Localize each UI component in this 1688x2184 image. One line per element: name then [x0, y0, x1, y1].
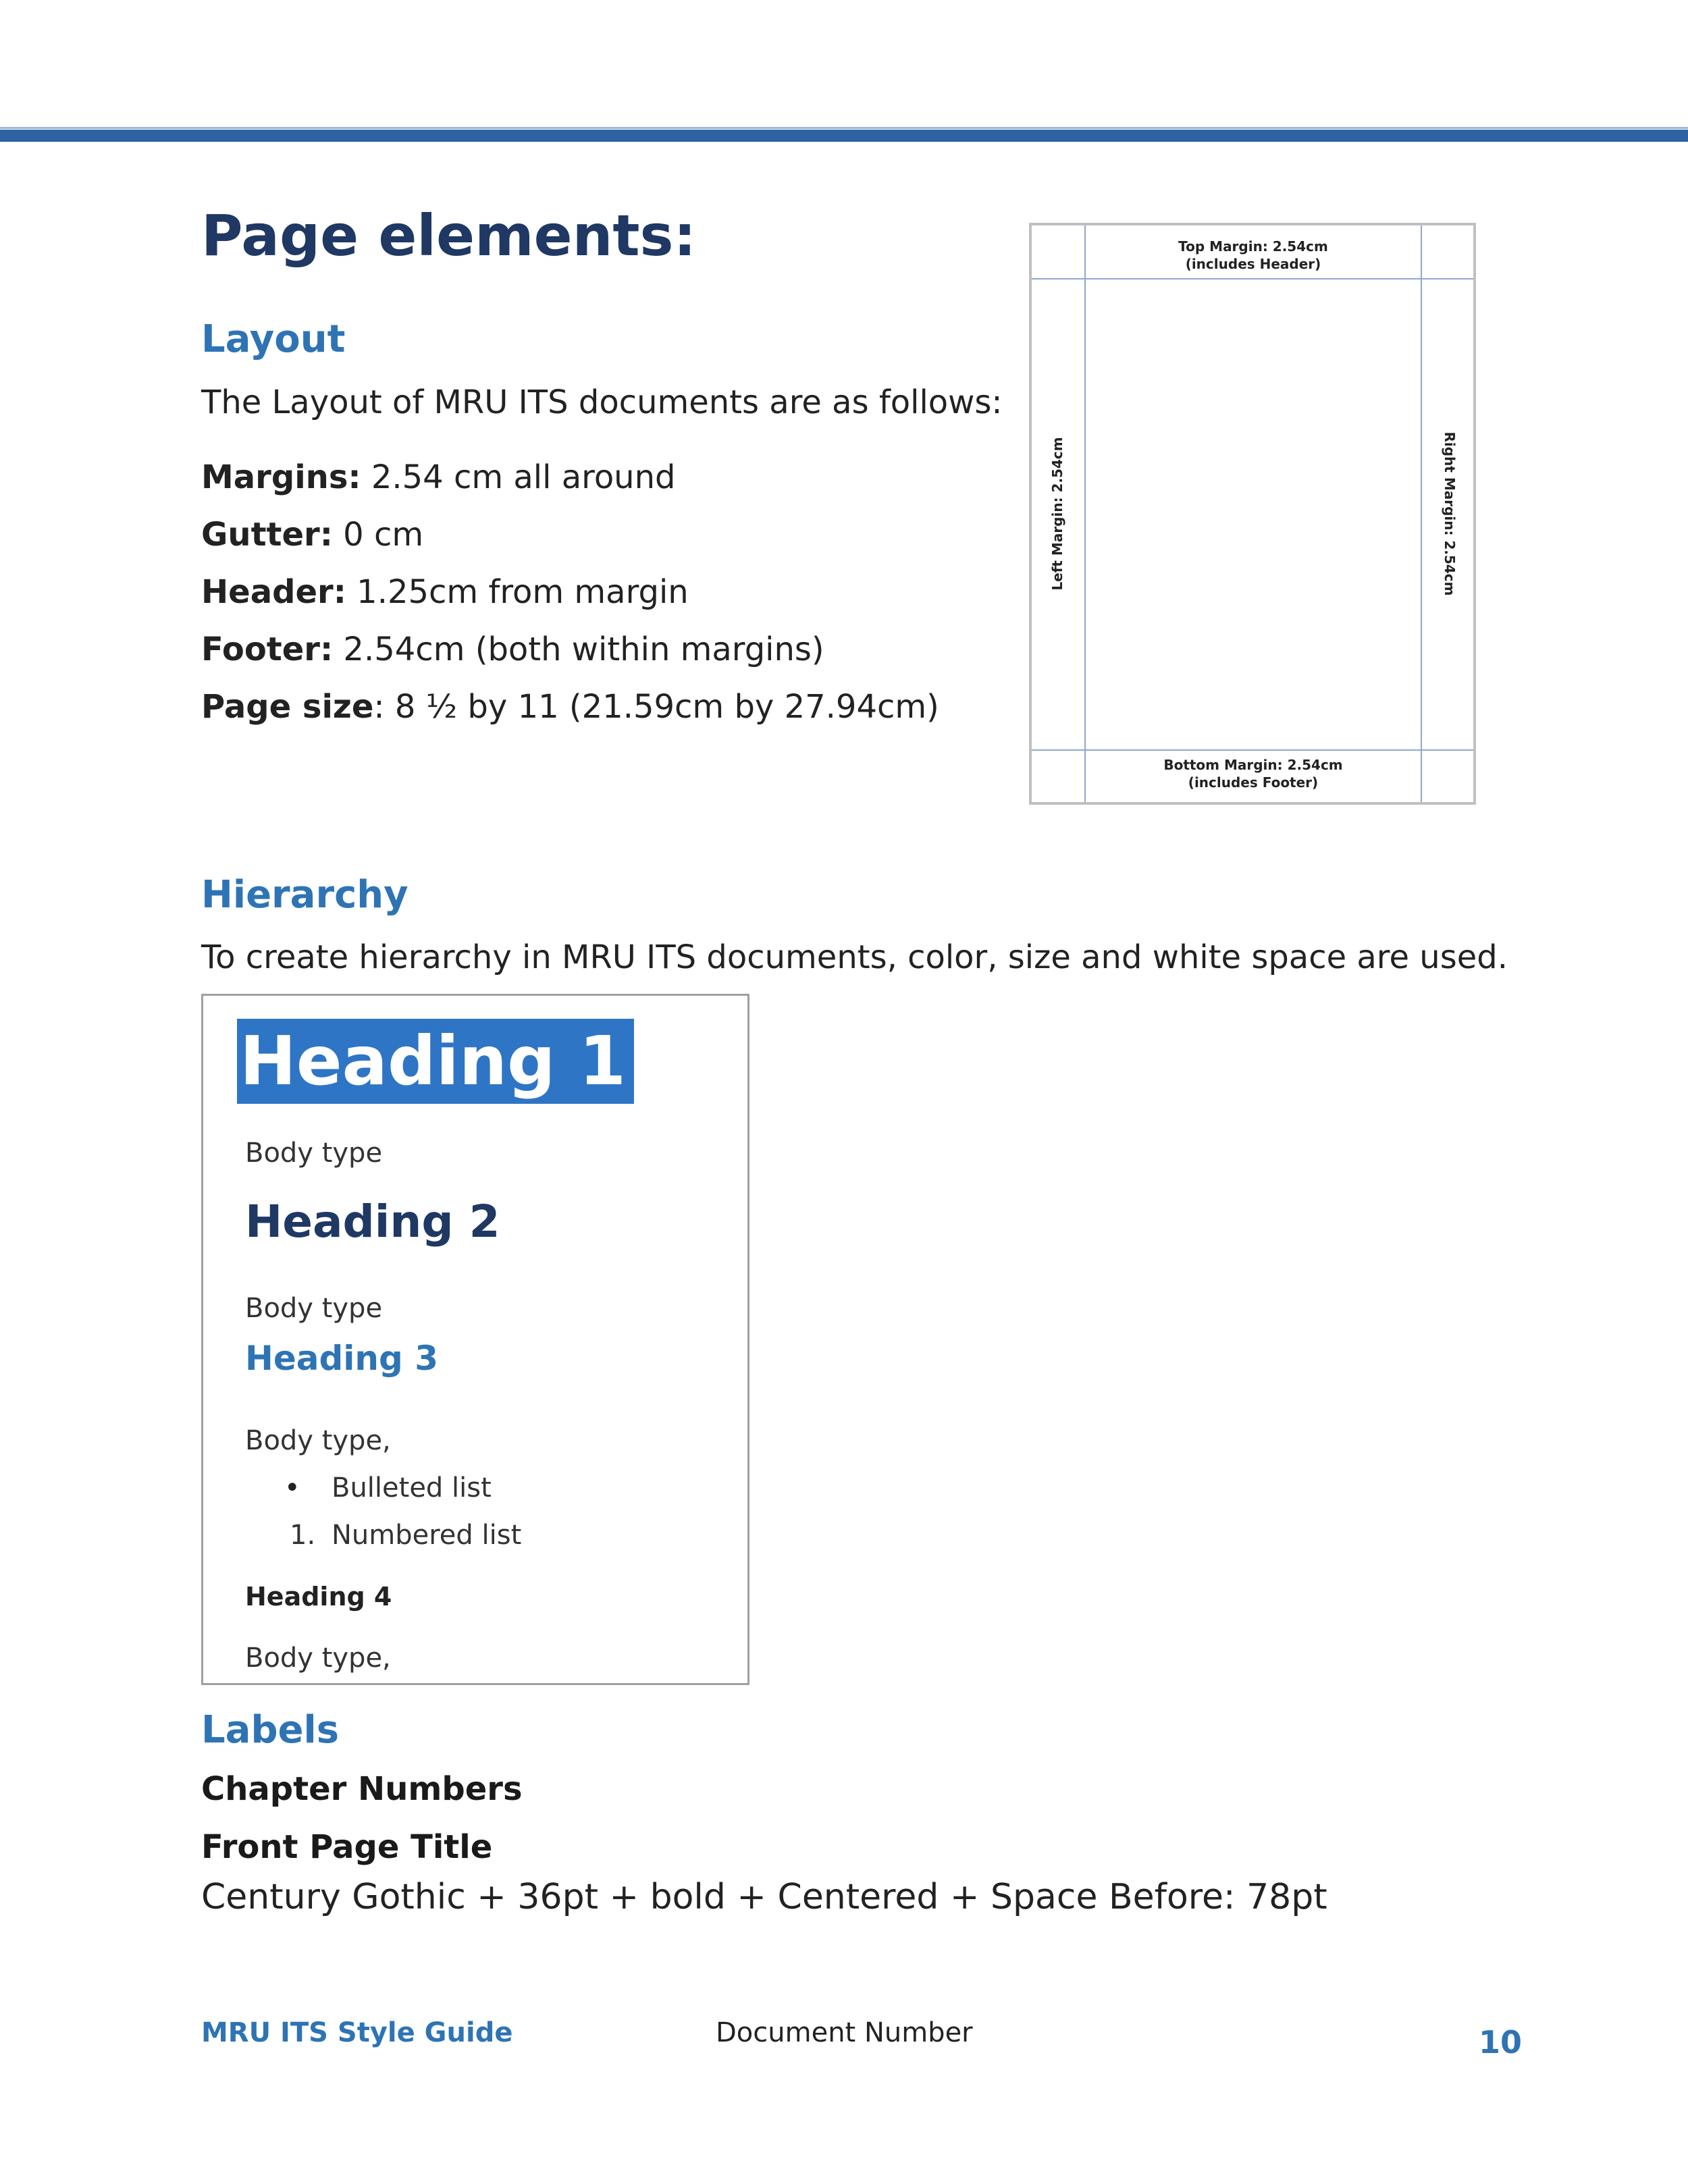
layout-heading: Layout — [201, 317, 346, 361]
footer-document-title: MRU ITS Style Guide — [201, 2017, 513, 2048]
hierarchy-sample-box — [201, 994, 749, 1685]
layout-specs — [201, 454, 939, 741]
spec-value: 2.54cm (both within margins) — [333, 631, 824, 668]
spec-gutter — [201, 511, 939, 568]
top-margin-line1: Top Margin: 2.54cm — [1178, 238, 1328, 255]
spec-header — [201, 568, 939, 626]
header-rule-thin — [0, 127, 1688, 129]
footer-document-number: Document Number — [716, 2017, 973, 2048]
page-title: Page elements: — [201, 203, 697, 269]
sample-heading-4: Heading 4 — [245, 1582, 392, 1612]
sample-heading-1: Heading 1 — [237, 1019, 634, 1104]
bottom-margin-line2: (includes Footer) — [1188, 774, 1319, 791]
sample-body-1: Body type — [245, 1138, 383, 1169]
chapter-numbers-heading: Chapter Numbers — [201, 1770, 523, 1808]
spec-value: 0 cm — [332, 516, 424, 554]
number-marker: 1. — [290, 1520, 316, 1551]
hierarchy-intro: To create hierarchy in MRU ITS documents, color, size and white space are used. — [201, 938, 1508, 976]
spec-label: Header: — [201, 573, 346, 611]
right-margin-label: Right Margin: 2.54cm — [1442, 431, 1458, 596]
bottom-margin-line1: Bottom Margin: 2.54cm — [1163, 757, 1343, 773]
spec-label: Page size — [201, 688, 374, 726]
spec-label: Footer: — [201, 631, 334, 668]
front-page-title-spec: Century Gothic + 36pt + bold + Centered + Space Before: 78pt — [201, 1877, 1327, 1917]
right-margin-guide — [1421, 225, 1422, 802]
spec-page-size — [201, 683, 939, 741]
sample-body-3: Body type, — [245, 1425, 391, 1456]
labels-heading: Labels — [201, 1708, 340, 1752]
sample-numbered-item: Numbered list — [332, 1520, 522, 1551]
layout-intro: The Layout of MRU ITS documents are as follows: — [201, 383, 1003, 421]
bullet-marker: • — [284, 1472, 300, 1503]
left-margin-label: Left Margin: 2.54cm — [1049, 437, 1065, 591]
top-margin-label — [1086, 238, 1421, 273]
sample-heading-2: Heading 2 — [245, 1196, 500, 1248]
page-number: 10 — [1479, 2024, 1523, 2060]
header-rule — [0, 130, 1688, 142]
sample-body-2: Body type — [245, 1293, 383, 1324]
bottom-margin-guide — [1032, 749, 1473, 751]
sample-heading-3: Heading 3 — [245, 1339, 439, 1378]
sample-bullet-item: Bulleted list — [332, 1472, 492, 1503]
spec-margins — [201, 454, 939, 511]
hierarchy-heading: Hierarchy — [201, 873, 408, 917]
spec-value: 1.25cm from margin — [346, 573, 689, 611]
left-margin-guide — [1084, 225, 1086, 802]
spec-label: Margins: — [201, 458, 361, 496]
top-margin-guide — [1032, 278, 1473, 279]
sample-body-4: Body type, — [245, 1643, 391, 1674]
spec-value: : 8 ½ by 11 (21.59cm by 27.94cm) — [373, 688, 939, 726]
front-page-title-heading: Front Page Title — [201, 1828, 493, 1866]
page-layout-diagram — [1029, 223, 1476, 805]
spec-label: Gutter: — [201, 516, 333, 554]
spec-value: 2.54 cm all around — [361, 458, 676, 496]
spec-footer — [201, 626, 939, 683]
bottom-margin-label — [1086, 756, 1421, 791]
top-margin-line2: (includes Header) — [1185, 256, 1321, 272]
